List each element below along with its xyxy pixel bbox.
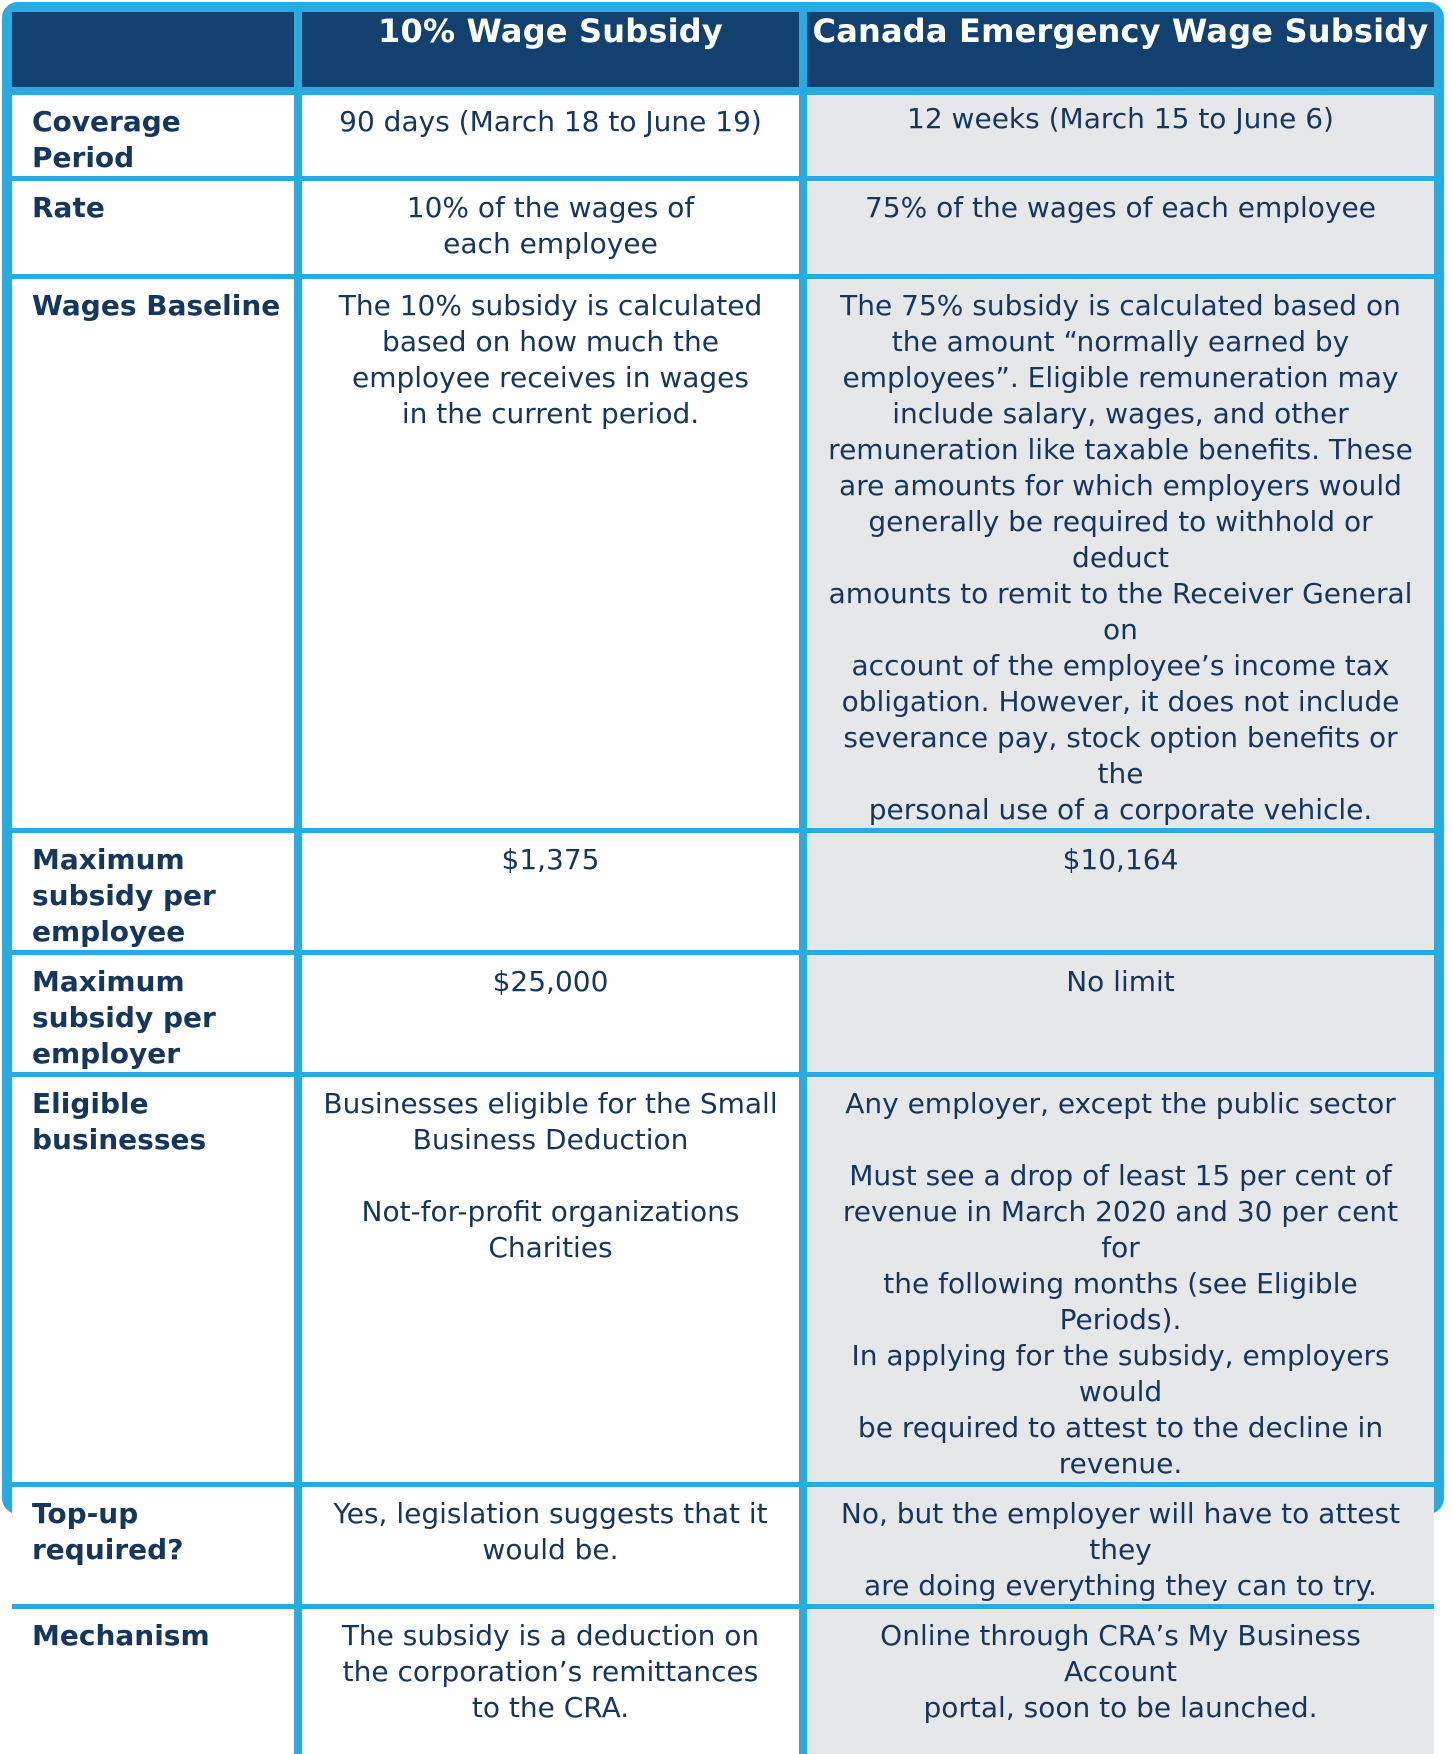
cell-cews: No limit (807, 950, 1434, 1072)
wage-subsidy-comparison-table (12, 12, 1434, 1754)
row-rate (12, 176, 1434, 274)
row-coverage-period (12, 87, 1434, 176)
header-corner-cell (12, 12, 302, 87)
cell-cews: The 75% subsidy is calculated based on the amount “normally earned by employees”. Eligible remuneration may include salary, wages, and other remuneration like taxable benefits. These are amounts for which employers would generally be required to withhold or deduct amounts to remit to the Receiver General on account of the employee’s income tax obligation. However, it does not include severance pay, stock option benefits or the personal use of a corporate vehicle. (807, 274, 1434, 828)
row-label: Maximum subsidy per employer (12, 950, 302, 1072)
row-maximum-subsidy-per-employee (12, 828, 1434, 950)
row-label: Eligible businesses (12, 1072, 302, 1482)
row-label: Rate (12, 176, 302, 274)
cell-10-percent-subsidy: 10% of the wages of each employee (302, 176, 807, 274)
cell-10-percent-subsidy: 90 days (March 18 to June 19) (302, 87, 807, 176)
row-label: Top-up required? (12, 1482, 302, 1604)
cell-cews: Online through CRA’s My Business Account portal, soon to be launched. (807, 1604, 1434, 1754)
cell-cews: 75% of the wages of each employee (807, 176, 1434, 274)
cell-cews: No, but the employer will have to attest they are doing everything they can to try. (807, 1482, 1434, 1604)
cell-10-percent-subsidy: $1,375 (302, 828, 807, 950)
cell-10-percent-subsidy: $25,000 (302, 950, 807, 1072)
cell-10-percent-subsidy: The 10% subsidy is calculated based on how much the employee receives in wages in the current period. (302, 274, 807, 828)
row-wages-baseline (12, 274, 1434, 828)
row-eligible-businesses (12, 1072, 1434, 1482)
cell-cews: 12 weeks (March 15 to June 6) (807, 87, 1434, 176)
comparison-table-frame (2, 2, 1444, 1724)
row-mechanism (12, 1604, 1434, 1754)
cell-10-percent-subsidy: The subsidy is a deduction on the corporation’s remittances to the CRA. (302, 1604, 807, 1754)
table-header-row (12, 12, 1434, 87)
row-label: Coverage Period (12, 87, 302, 176)
cell-10-percent-subsidy: Yes, legislation suggests that it would be. (302, 1482, 807, 1604)
row-top-up-required (12, 1482, 1434, 1604)
cell-cews: Any employer, except the public sector Must see a drop of least 15 per cent of revenue in March 2020 and 30 per cent for the following months (see Eligible Periods). In applying for the subsidy, employers would be required to attest to the decline in revenue. (807, 1072, 1434, 1482)
row-maximum-subsidy-per-employer (12, 950, 1434, 1072)
row-label: Wages Baseline (12, 274, 302, 828)
cell-cews: $10,164 (807, 828, 1434, 950)
header-10-percent-wage-subsidy: 10% Wage Subsidy (302, 12, 807, 87)
row-label: Maximum subsidy per employee (12, 828, 302, 950)
header-canada-emergency-wage-subsidy: Canada Emergency Wage Subsidy (807, 12, 1434, 87)
cell-10-percent-subsidy: Businesses eligible for the Small Business Deduction Not-for-profit organizations Charities (302, 1072, 807, 1482)
row-label: Mechanism (12, 1604, 302, 1754)
